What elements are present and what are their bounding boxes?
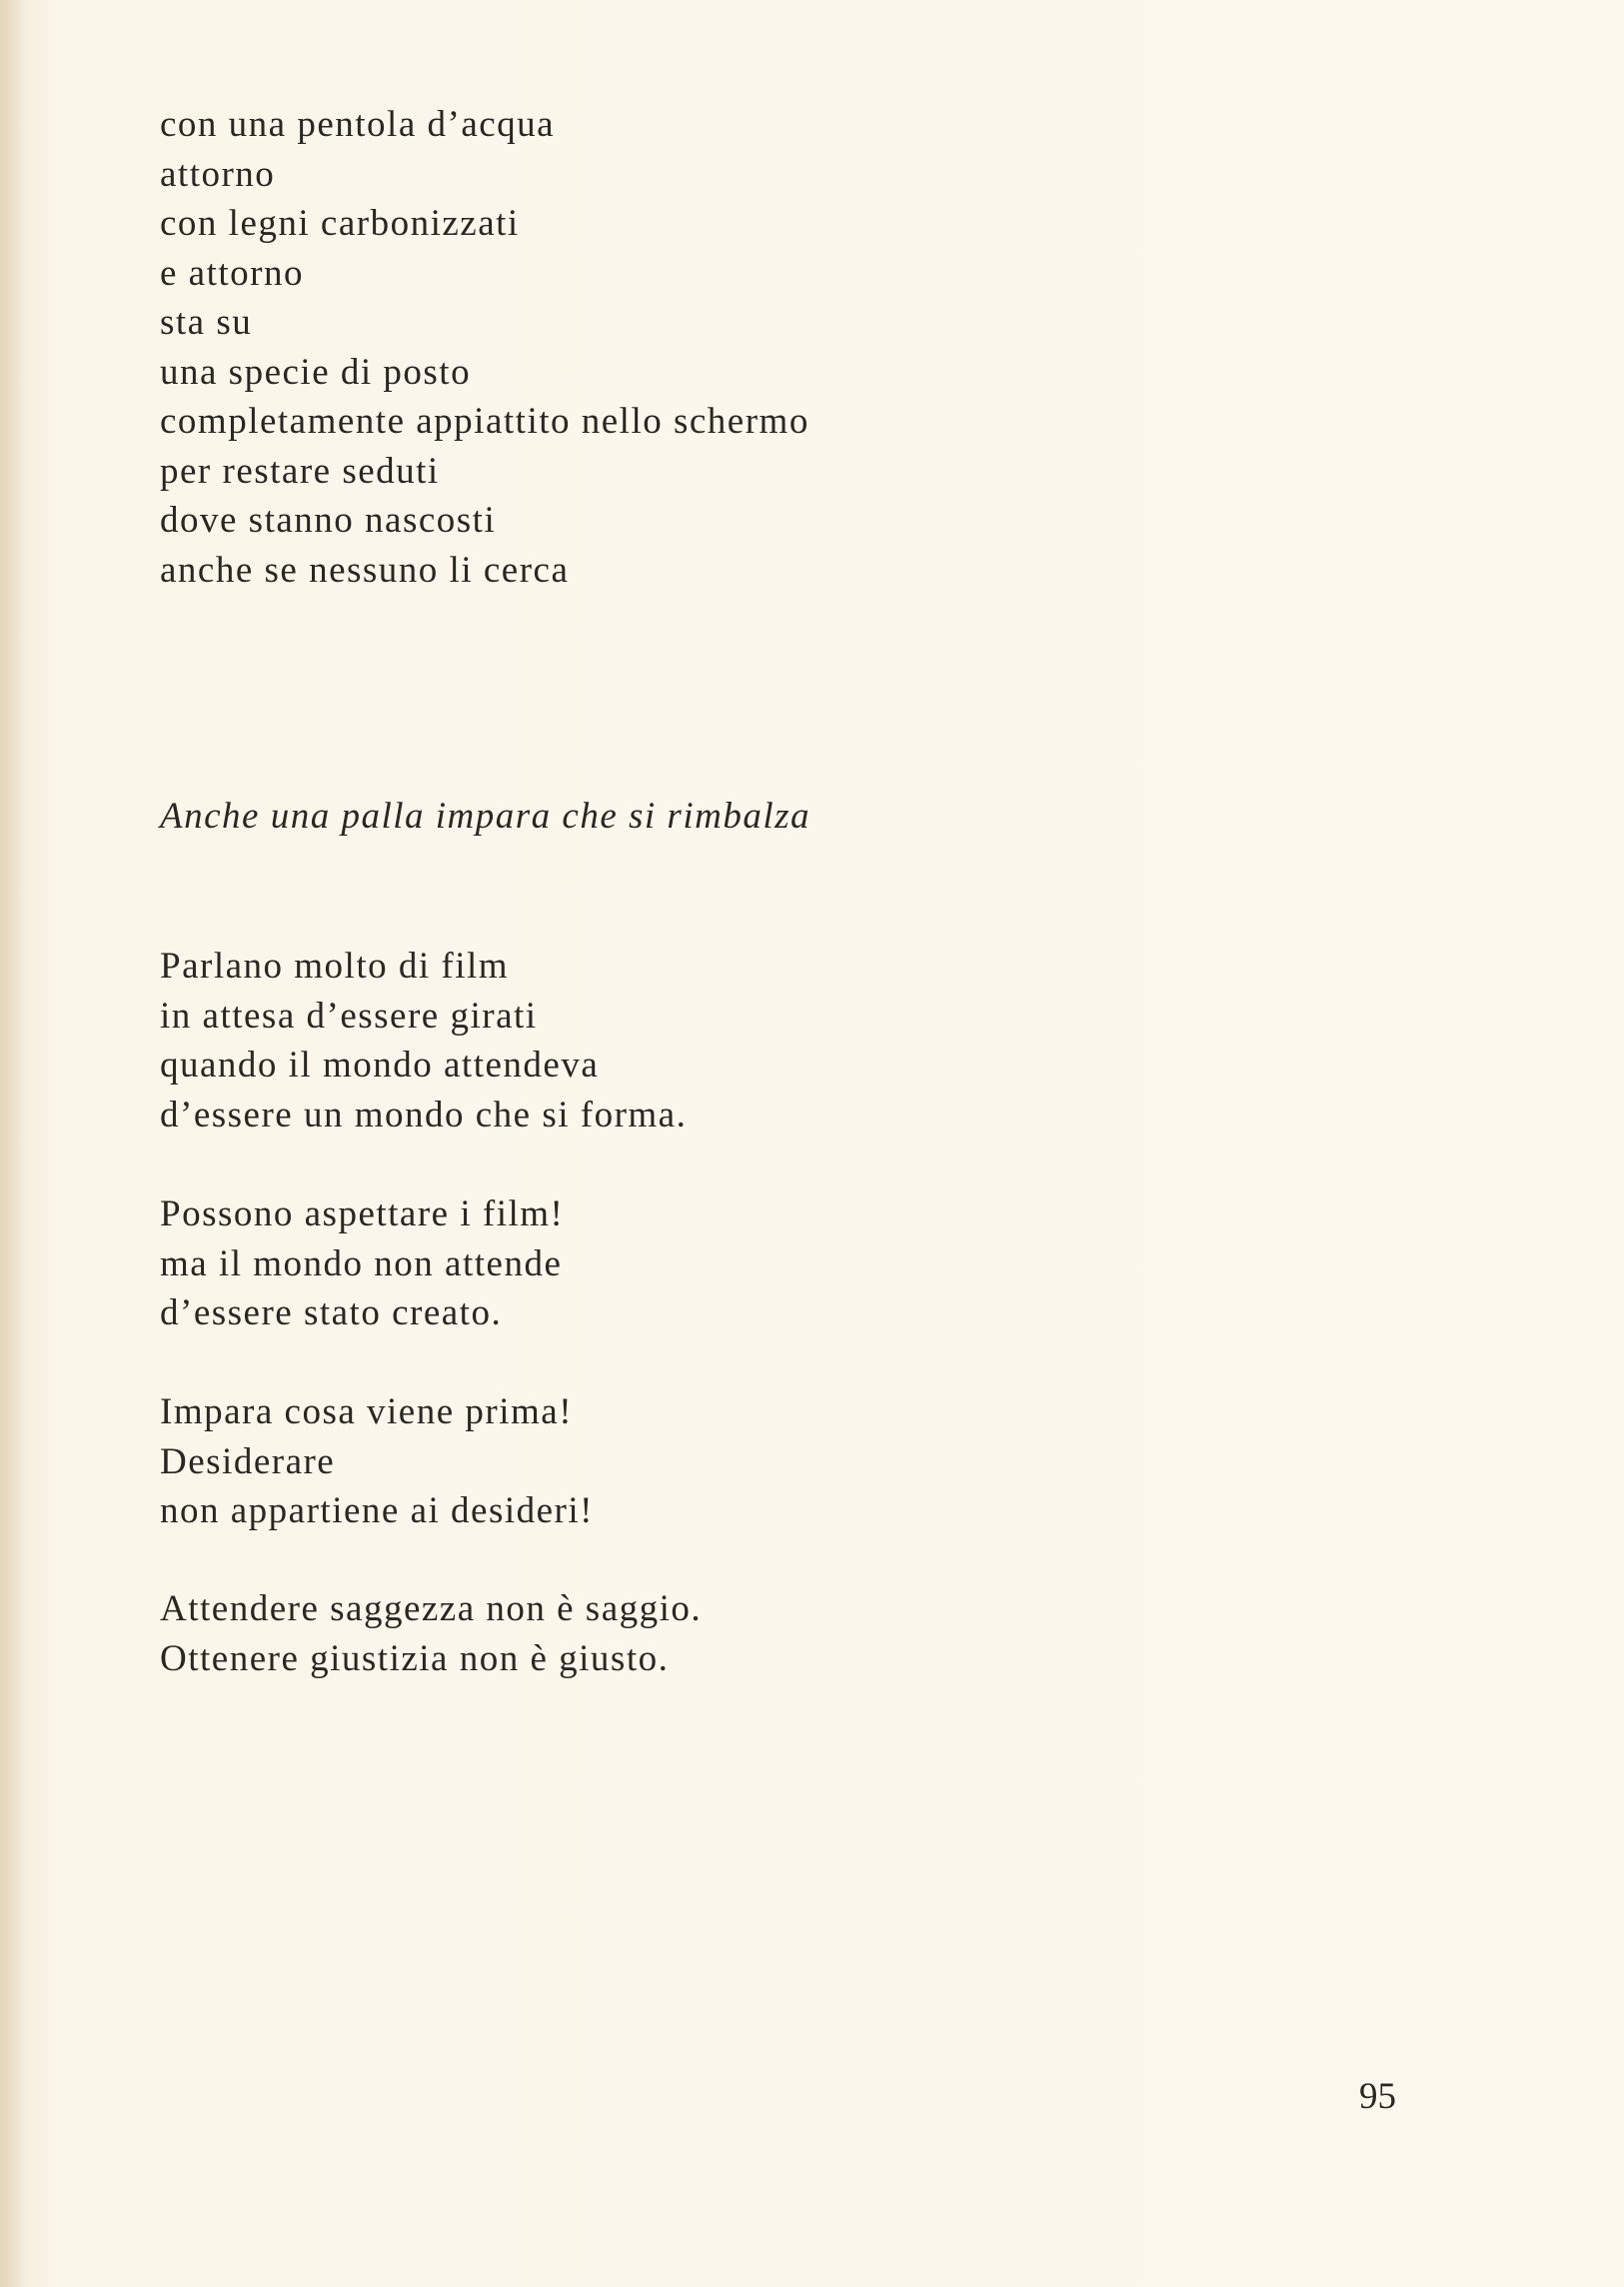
poem-title: Anche una palla impara che si rimbalza (160, 796, 812, 837)
verse-line: ma il mondo non attende (160, 1242, 563, 1284)
stanza-1 (160, 942, 687, 1140)
verse-line: anche se nessuno li cerca (160, 549, 570, 591)
verse-line: Parlano molto di film (160, 946, 510, 987)
verse-line: Ottenere giustizia non è giusto. (160, 1637, 670, 1679)
verse-line: Impara cosa viene prima! (160, 1391, 574, 1432)
stanza-2 (160, 1189, 564, 1338)
verse-line: per restare seduti (160, 450, 440, 492)
verse-line: Attendere saggezza non è saggio. (160, 1588, 703, 1629)
verse-line: con una pentola d’acqua (160, 104, 556, 145)
verse-line: Desiderare (160, 1440, 336, 1482)
verse-line: quando il mondo attendeva (160, 1045, 600, 1086)
verse-line: non appartiene ai desideri! (160, 1490, 594, 1531)
verse-line: dove stanno nascosti (160, 500, 497, 541)
verse-line: d’essere stato creato. (160, 1292, 503, 1333)
poem-continuation (160, 100, 810, 595)
stanza-3 (160, 1387, 594, 1536)
verse-line: una specie di posto (160, 351, 472, 393)
verse-line: d’essere un mondo che si forma. (160, 1094, 688, 1136)
verse-line: completamente appiattito nello schermo (160, 401, 810, 442)
verse-line: Possono aspettare i film! (160, 1193, 565, 1234)
page-number: 95 (1359, 2076, 1396, 2117)
verse-line: in attesa d’essere girati (160, 995, 538, 1037)
page-gutter-shadow (0, 0, 22, 2287)
verse-line: sta su (160, 302, 253, 343)
stanza-4 (160, 1584, 702, 1683)
verse-line: attorno (160, 153, 276, 195)
verse-line: con legni carbonizzati (160, 203, 520, 244)
verse-line: e attorno (160, 252, 304, 294)
